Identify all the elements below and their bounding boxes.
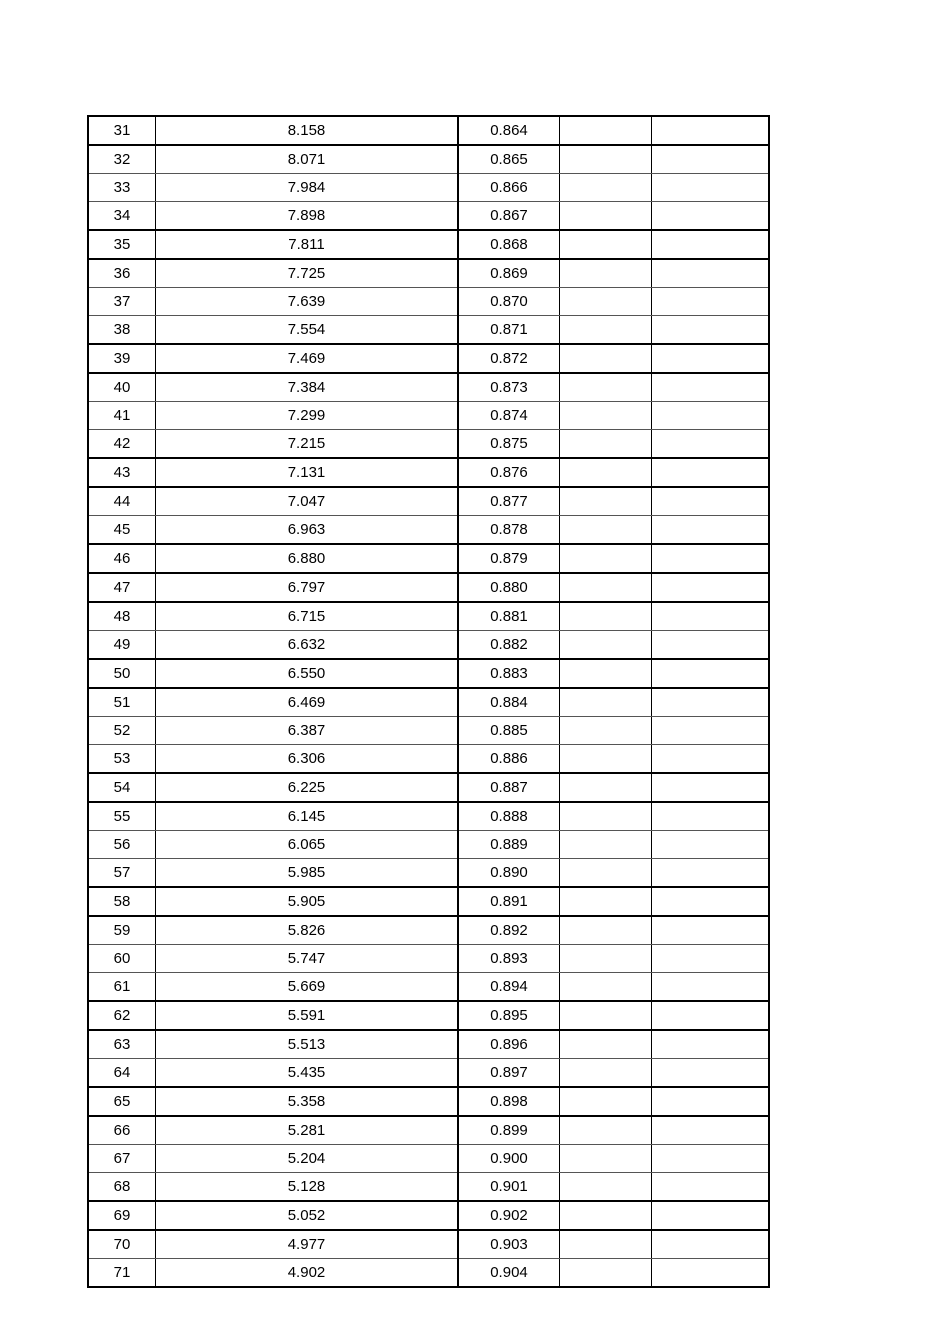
row-index-cell: 57: [88, 859, 156, 888]
empty-cell-1: [560, 430, 652, 459]
empty-cell-2: [652, 458, 770, 487]
row-index-cell: 59: [88, 916, 156, 945]
table-row: [88, 831, 769, 859]
empty-cell-1: [560, 1145, 652, 1173]
empty-cell-2: [652, 1087, 770, 1116]
value-a-cell: 7.215: [156, 430, 459, 459]
value-a-cell: 7.725: [156, 259, 459, 288]
value-a-cell: 6.306: [156, 745, 459, 774]
row-index-cell: 50: [88, 659, 156, 688]
table-row: [88, 717, 769, 745]
row-index-cell: 48: [88, 602, 156, 631]
table-row: [88, 916, 769, 945]
table-row: [88, 230, 769, 259]
empty-cell-2: [652, 259, 770, 288]
row-index-cell: 70: [88, 1230, 156, 1259]
table-row: [88, 1173, 769, 1202]
empty-cell-2: [652, 344, 770, 373]
row-index-cell: 55: [88, 802, 156, 831]
table-row: [88, 602, 769, 631]
value-a-cell: 8.071: [156, 145, 459, 174]
empty-cell-2: [652, 831, 770, 859]
value-b-cell: 0.892: [458, 916, 560, 945]
table-row: [88, 973, 769, 1002]
empty-cell-1: [560, 202, 652, 231]
row-index-cell: 37: [88, 288, 156, 316]
empty-cell-1: [560, 1173, 652, 1202]
empty-cell-2: [652, 116, 770, 145]
value-a-cell: 4.977: [156, 1230, 459, 1259]
empty-cell-1: [560, 573, 652, 602]
empty-cell-1: [560, 1116, 652, 1145]
value-b-cell: 0.882: [458, 631, 560, 660]
empty-cell-2: [652, 1259, 770, 1288]
table-row: [88, 1230, 769, 1259]
table-row: [88, 1259, 769, 1288]
value-a-cell: 5.052: [156, 1201, 459, 1230]
empty-cell-2: [652, 973, 770, 1002]
row-index-cell: 60: [88, 945, 156, 973]
empty-cell-2: [652, 402, 770, 430]
value-b-cell: 0.891: [458, 887, 560, 916]
empty-cell-1: [560, 831, 652, 859]
value-b-cell: 0.864: [458, 116, 560, 145]
value-b-cell: 0.881: [458, 602, 560, 631]
empty-cell-1: [560, 316, 652, 345]
empty-cell-2: [652, 1201, 770, 1230]
row-index-cell: 64: [88, 1059, 156, 1088]
empty-cell-1: [560, 1059, 652, 1088]
table-row: [88, 1059, 769, 1088]
value-a-cell: 6.550: [156, 659, 459, 688]
empty-cell-2: [652, 145, 770, 174]
table-row: [88, 1087, 769, 1116]
row-index-cell: 31: [88, 116, 156, 145]
table-row: [88, 516, 769, 545]
row-index-cell: 56: [88, 831, 156, 859]
value-a-cell: 6.469: [156, 688, 459, 717]
table-row: [88, 745, 769, 774]
row-index-cell: 69: [88, 1201, 156, 1230]
value-a-cell: 6.963: [156, 516, 459, 545]
table-body: [88, 116, 769, 1287]
value-a-cell: 5.985: [156, 859, 459, 888]
value-b-cell: 0.876: [458, 458, 560, 487]
empty-cell-1: [560, 516, 652, 545]
row-index-cell: 45: [88, 516, 156, 545]
empty-cell-1: [560, 1259, 652, 1288]
table-row: [88, 145, 769, 174]
value-a-cell: 6.715: [156, 602, 459, 631]
empty-cell-1: [560, 458, 652, 487]
empty-cell-2: [652, 945, 770, 973]
empty-cell-2: [652, 1173, 770, 1202]
empty-cell-1: [560, 544, 652, 573]
value-a-cell: 7.811: [156, 230, 459, 259]
empty-cell-2: [652, 487, 770, 516]
value-a-cell: 7.898: [156, 202, 459, 231]
value-a-cell: 7.469: [156, 344, 459, 373]
empty-cell-1: [560, 1001, 652, 1030]
value-a-cell: 4.902: [156, 1259, 459, 1288]
empty-cell-1: [560, 487, 652, 516]
empty-cell-2: [652, 373, 770, 402]
table-row: [88, 945, 769, 973]
table-row: [88, 859, 769, 888]
empty-cell-1: [560, 887, 652, 916]
value-a-cell: 6.387: [156, 717, 459, 745]
empty-cell-1: [560, 688, 652, 717]
empty-cell-2: [652, 430, 770, 459]
value-b-cell: 0.873: [458, 373, 560, 402]
table-row: [88, 487, 769, 516]
value-b-cell: 0.884: [458, 688, 560, 717]
value-b-cell: 0.877: [458, 487, 560, 516]
value-a-cell: 7.639: [156, 288, 459, 316]
value-b-cell: 0.886: [458, 745, 560, 774]
value-a-cell: 5.905: [156, 887, 459, 916]
row-index-cell: 36: [88, 259, 156, 288]
table-row: [88, 1030, 769, 1059]
row-index-cell: 41: [88, 402, 156, 430]
row-index-cell: 65: [88, 1087, 156, 1116]
value-a-cell: 5.747: [156, 945, 459, 973]
value-b-cell: 0.871: [458, 316, 560, 345]
table-row: [88, 373, 769, 402]
value-b-cell: 0.901: [458, 1173, 560, 1202]
table-row: [88, 202, 769, 231]
row-index-cell: 46: [88, 544, 156, 573]
table-row: [88, 430, 769, 459]
empty-cell-2: [652, 573, 770, 602]
empty-cell-2: [652, 202, 770, 231]
empty-cell-2: [652, 230, 770, 259]
row-index-cell: 54: [88, 773, 156, 802]
value-a-cell: 5.358: [156, 1087, 459, 1116]
value-a-cell: 6.065: [156, 831, 459, 859]
empty-cell-2: [652, 859, 770, 888]
row-index-cell: 71: [88, 1259, 156, 1288]
row-index-cell: 39: [88, 344, 156, 373]
value-b-cell: 0.878: [458, 516, 560, 545]
value-b-cell: 0.893: [458, 945, 560, 973]
value-b-cell: 0.888: [458, 802, 560, 831]
empty-cell-1: [560, 773, 652, 802]
table-row: [88, 544, 769, 573]
empty-cell-2: [652, 174, 770, 202]
row-index-cell: 63: [88, 1030, 156, 1059]
empty-cell-2: [652, 631, 770, 660]
table-row: [88, 316, 769, 345]
row-index-cell: 52: [88, 717, 156, 745]
value-a-cell: 8.158: [156, 116, 459, 145]
value-a-cell: 5.204: [156, 1145, 459, 1173]
empty-cell-1: [560, 1230, 652, 1259]
value-b-cell: 0.894: [458, 973, 560, 1002]
value-b-cell: 0.889: [458, 831, 560, 859]
value-b-cell: 0.874: [458, 402, 560, 430]
empty-cell-2: [652, 688, 770, 717]
value-b-cell: 0.897: [458, 1059, 560, 1088]
empty-cell-1: [560, 288, 652, 316]
row-index-cell: 47: [88, 573, 156, 602]
table-row: [88, 116, 769, 145]
empty-cell-1: [560, 859, 652, 888]
empty-cell-2: [652, 717, 770, 745]
empty-cell-2: [652, 316, 770, 345]
value-a-cell: 5.591: [156, 1001, 459, 1030]
empty-cell-1: [560, 230, 652, 259]
value-b-cell: 0.875: [458, 430, 560, 459]
value-b-cell: 0.870: [458, 288, 560, 316]
table-row: [88, 659, 769, 688]
row-index-cell: 49: [88, 631, 156, 660]
empty-cell-1: [560, 145, 652, 174]
row-index-cell: 62: [88, 1001, 156, 1030]
value-b-cell: 0.885: [458, 717, 560, 745]
value-a-cell: 7.384: [156, 373, 459, 402]
value-a-cell: 5.281: [156, 1116, 459, 1145]
empty-cell-2: [652, 916, 770, 945]
table-row: [88, 887, 769, 916]
empty-cell-1: [560, 116, 652, 145]
table-row: [88, 259, 769, 288]
value-a-cell: 6.225: [156, 773, 459, 802]
row-index-cell: 44: [88, 487, 156, 516]
value-a-cell: 5.513: [156, 1030, 459, 1059]
empty-cell-2: [652, 544, 770, 573]
empty-cell-2: [652, 887, 770, 916]
table-row: [88, 174, 769, 202]
value-a-cell: 5.669: [156, 973, 459, 1002]
table-row: [88, 1116, 769, 1145]
value-b-cell: 0.895: [458, 1001, 560, 1030]
empty-cell-2: [652, 802, 770, 831]
row-index-cell: 43: [88, 458, 156, 487]
row-index-cell: 61: [88, 973, 156, 1002]
value-b-cell: 0.867: [458, 202, 560, 231]
empty-cell-2: [652, 745, 770, 774]
empty-cell-1: [560, 659, 652, 688]
row-index-cell: 34: [88, 202, 156, 231]
row-index-cell: 53: [88, 745, 156, 774]
value-a-cell: 7.984: [156, 174, 459, 202]
value-a-cell: 7.131: [156, 458, 459, 487]
empty-cell-1: [560, 402, 652, 430]
row-index-cell: 35: [88, 230, 156, 259]
empty-cell-2: [652, 516, 770, 545]
row-index-cell: 67: [88, 1145, 156, 1173]
value-b-cell: 0.887: [458, 773, 560, 802]
table-row: [88, 1145, 769, 1173]
table-row: [88, 402, 769, 430]
value-a-cell: 6.880: [156, 544, 459, 573]
empty-cell-1: [560, 745, 652, 774]
empty-cell-1: [560, 344, 652, 373]
table-row: [88, 288, 769, 316]
value-b-cell: 0.883: [458, 659, 560, 688]
value-b-cell: 0.866: [458, 174, 560, 202]
value-b-cell: 0.869: [458, 259, 560, 288]
value-b-cell: 0.900: [458, 1145, 560, 1173]
value-a-cell: 6.632: [156, 631, 459, 660]
value-a-cell: 7.554: [156, 316, 459, 345]
empty-cell-1: [560, 1087, 652, 1116]
value-b-cell: 0.880: [458, 573, 560, 602]
empty-cell-2: [652, 1001, 770, 1030]
table-row: [88, 344, 769, 373]
table-row: [88, 1201, 769, 1230]
empty-cell-1: [560, 802, 652, 831]
empty-cell-1: [560, 1030, 652, 1059]
empty-cell-2: [652, 1145, 770, 1173]
value-b-cell: 0.902: [458, 1201, 560, 1230]
empty-cell-1: [560, 916, 652, 945]
value-a-cell: 5.826: [156, 916, 459, 945]
value-b-cell: 0.872: [458, 344, 560, 373]
row-index-cell: 51: [88, 688, 156, 717]
empty-cell-2: [652, 602, 770, 631]
value-b-cell: 0.868: [458, 230, 560, 259]
empty-cell-1: [560, 973, 652, 1002]
value-a-cell: 6.145: [156, 802, 459, 831]
value-b-cell: 0.890: [458, 859, 560, 888]
value-b-cell: 0.899: [458, 1116, 560, 1145]
value-a-cell: 5.128: [156, 1173, 459, 1202]
empty-cell-1: [560, 717, 652, 745]
empty-cell-2: [652, 1230, 770, 1259]
row-index-cell: 66: [88, 1116, 156, 1145]
empty-cell-2: [652, 773, 770, 802]
row-index-cell: 42: [88, 430, 156, 459]
empty-cell-2: [652, 659, 770, 688]
value-b-cell: 0.865: [458, 145, 560, 174]
empty-cell-2: [652, 1116, 770, 1145]
value-a-cell: 7.299: [156, 402, 459, 430]
empty-cell-1: [560, 945, 652, 973]
empty-cell-1: [560, 373, 652, 402]
empty-cell-1: [560, 259, 652, 288]
empty-cell-2: [652, 288, 770, 316]
table-row: [88, 631, 769, 660]
value-b-cell: 0.898: [458, 1087, 560, 1116]
table-row: [88, 802, 769, 831]
value-b-cell: 0.879: [458, 544, 560, 573]
empty-cell-2: [652, 1030, 770, 1059]
row-index-cell: 33: [88, 174, 156, 202]
row-index-cell: 68: [88, 1173, 156, 1202]
value-a-cell: 7.047: [156, 487, 459, 516]
table-row: [88, 573, 769, 602]
value-a-cell: 6.797: [156, 573, 459, 602]
empty-cell-2: [652, 1059, 770, 1088]
table-row: [88, 458, 769, 487]
row-index-cell: 58: [88, 887, 156, 916]
value-b-cell: 0.896: [458, 1030, 560, 1059]
table-row: [88, 1001, 769, 1030]
value-b-cell: 0.903: [458, 1230, 560, 1259]
empty-cell-1: [560, 1201, 652, 1230]
data-table: [87, 115, 770, 1288]
empty-cell-1: [560, 174, 652, 202]
table-row: [88, 773, 769, 802]
empty-cell-1: [560, 602, 652, 631]
value-b-cell: 0.904: [458, 1259, 560, 1288]
empty-cell-1: [560, 631, 652, 660]
value-a-cell: 5.435: [156, 1059, 459, 1088]
row-index-cell: 32: [88, 145, 156, 174]
row-index-cell: 38: [88, 316, 156, 345]
table-row: [88, 688, 769, 717]
row-index-cell: 40: [88, 373, 156, 402]
